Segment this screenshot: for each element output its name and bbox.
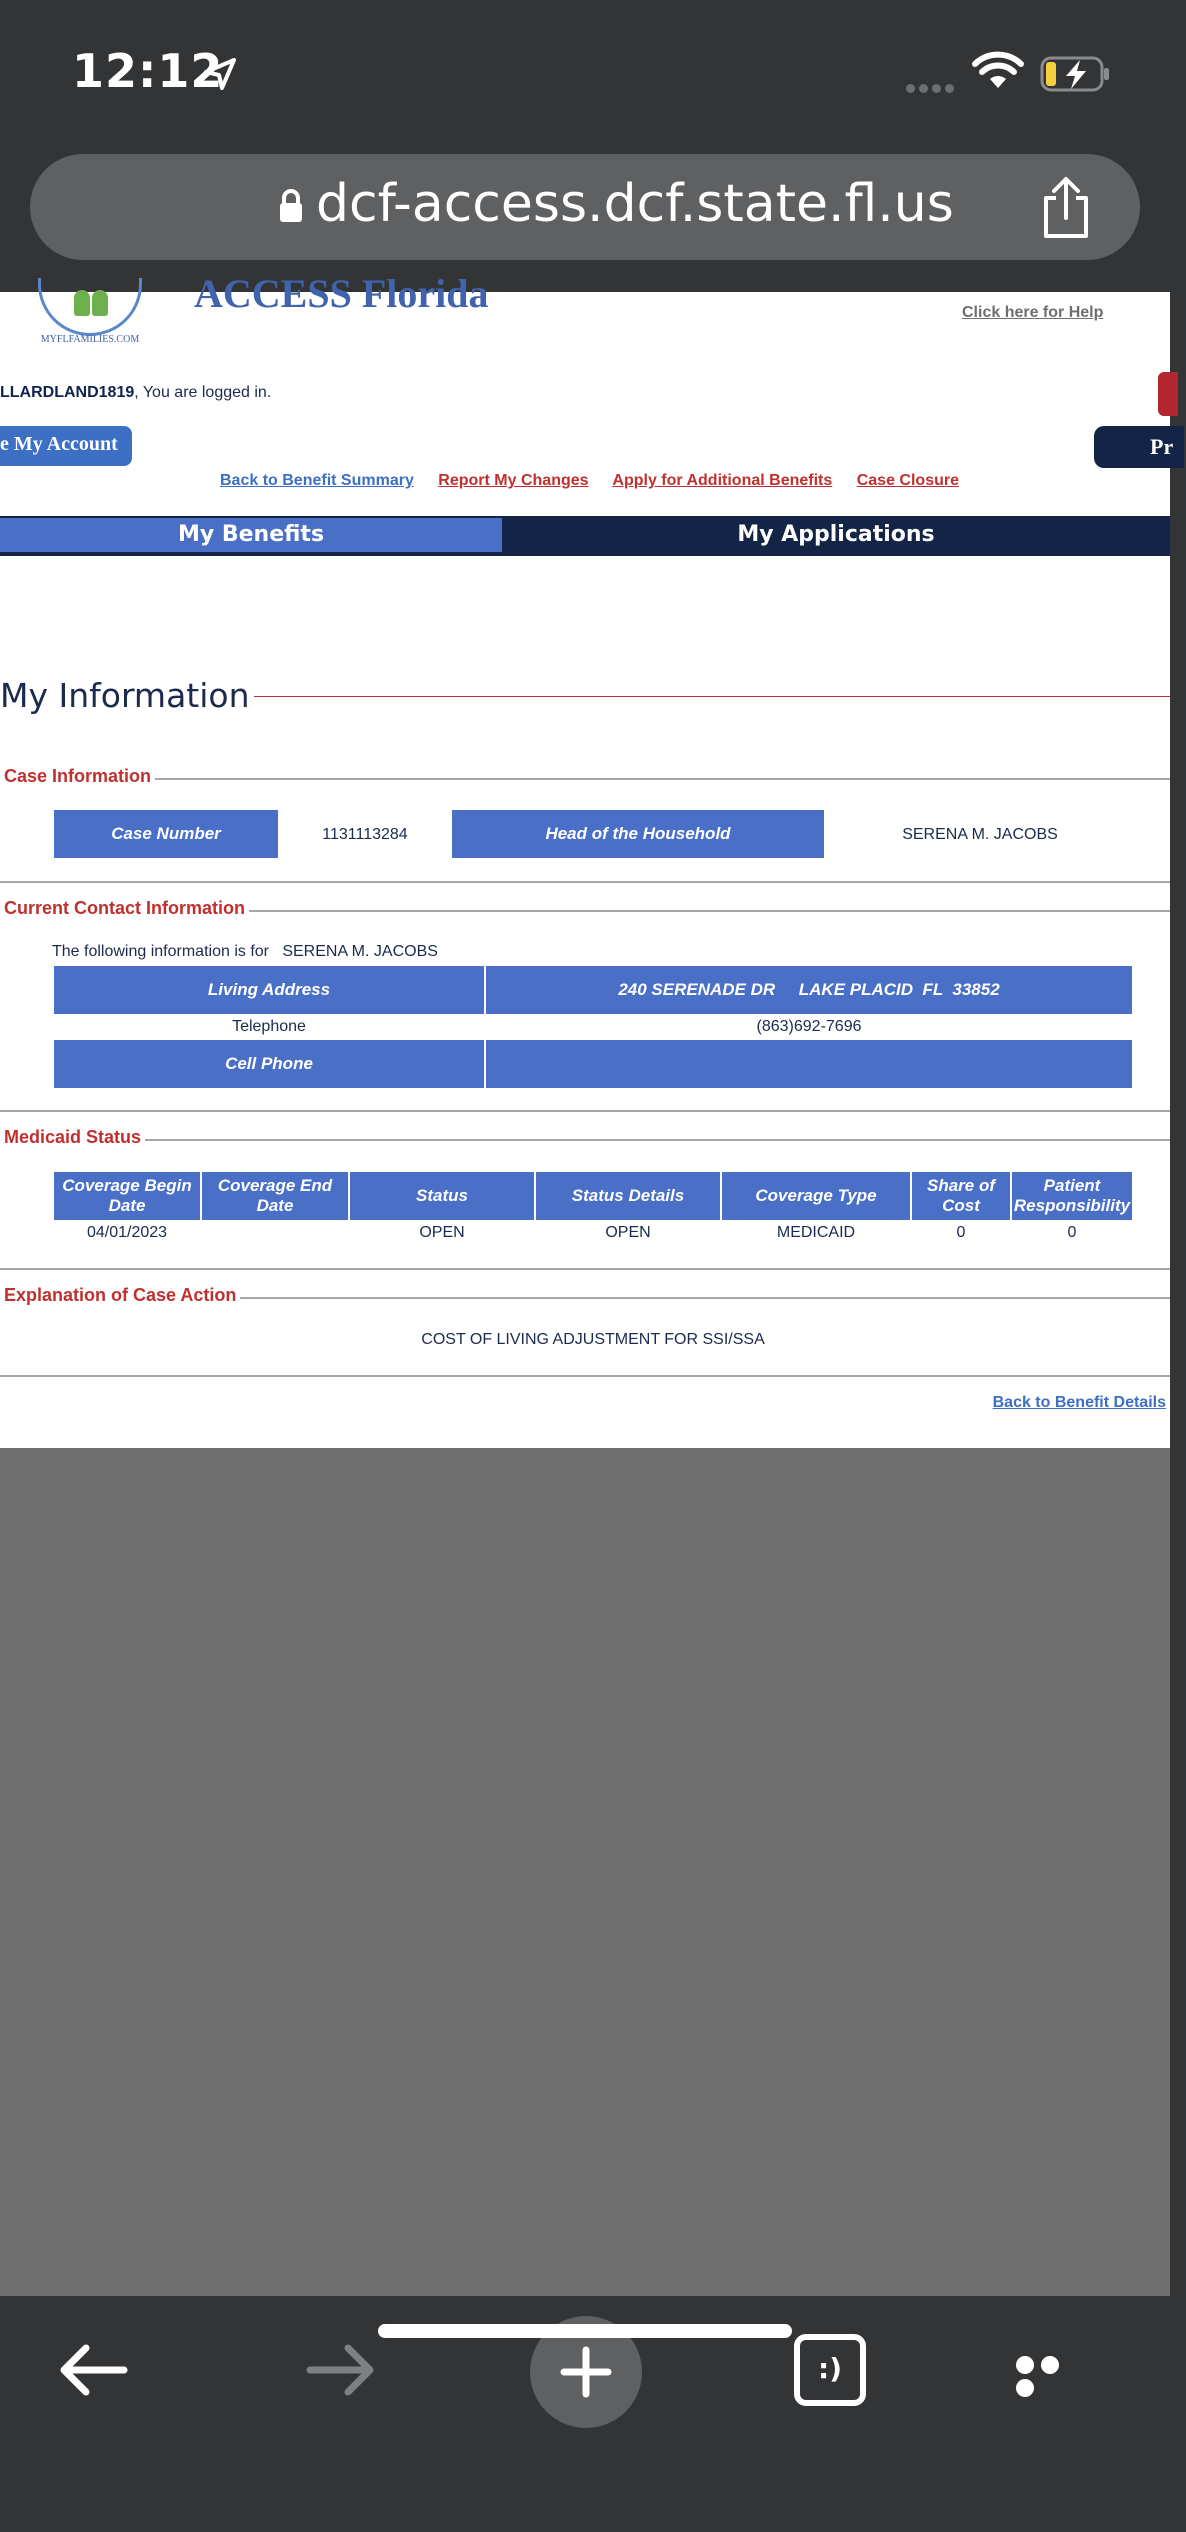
main-tabs bbox=[0, 516, 1170, 556]
cellular-signal-icon bbox=[906, 80, 958, 98]
dcf-logo: MYFLFAMILIES.COM bbox=[30, 278, 150, 358]
tab-my-applications[interactable]: My Applications bbox=[737, 522, 935, 547]
page-title: My Information bbox=[0, 676, 254, 715]
telephone-value: (863)692-7696 bbox=[756, 1018, 862, 1035]
nav-link-case-closure[interactable]: Case Closure bbox=[856, 472, 959, 489]
section-divider bbox=[0, 1375, 1170, 1377]
login-suffix: , You are logged in. bbox=[134, 384, 272, 401]
brand-title: ACCESS Florida bbox=[194, 271, 489, 316]
location-arrow-icon bbox=[200, 54, 240, 94]
web-page bbox=[0, 271, 1174, 1448]
my-account-button[interactable]: e My Account bbox=[0, 426, 132, 466]
title-divider bbox=[230, 696, 1170, 697]
forward-arrow-icon[interactable] bbox=[304, 2340, 376, 2400]
clock-time: 12:12 bbox=[72, 44, 224, 98]
nav-links bbox=[220, 472, 979, 490]
nav-link-report-changes[interactable]: Report My Changes bbox=[438, 472, 589, 489]
col-coverage-end: Coverage End Date bbox=[202, 1172, 348, 1220]
lock-icon bbox=[278, 188, 304, 224]
help-link[interactable]: Click here for Help bbox=[962, 304, 1104, 321]
section-heading-explanation: Explanation of Case Action bbox=[0, 1285, 240, 1306]
coverage-begin-value: 04/01/2023 bbox=[86, 1224, 168, 1241]
url-text[interactable]: dcf-access.dcf.state.fl.us bbox=[316, 174, 954, 234]
cell-phone-value bbox=[486, 1040, 1132, 1088]
col-status: Status bbox=[350, 1172, 534, 1220]
right-nav-button[interactable]: Pr bbox=[1094, 426, 1184, 468]
more-options-icon[interactable] bbox=[1016, 2356, 1090, 2376]
address-bar[interactable] bbox=[30, 154, 1140, 260]
col-patient-responsibility: Patient Responsibility bbox=[1012, 1172, 1132, 1220]
cell-phone-label: Cell Phone bbox=[54, 1040, 484, 1088]
back-to-benefit-details-link[interactable]: Back to Benefit Details bbox=[992, 1394, 1166, 1411]
status-bar bbox=[0, 0, 1170, 150]
red-corner-button[interactable] bbox=[1158, 372, 1178, 416]
tab-my-benefits[interactable]: My Benefits bbox=[0, 518, 502, 552]
patient-responsibility-value: 0 bbox=[1067, 1224, 1077, 1241]
col-coverage-begin: Coverage Begin Date bbox=[54, 1172, 200, 1220]
section-divider bbox=[0, 881, 1170, 883]
section-divider bbox=[0, 1268, 1170, 1270]
status-value: OPEN bbox=[419, 1224, 465, 1241]
section-heading-case-info: Case Information bbox=[0, 766, 155, 787]
section-heading-contact: Current Contact Information bbox=[0, 898, 249, 919]
status-details-value: OPEN bbox=[605, 1224, 651, 1241]
nav-link-benefit-summary[interactable]: Back to Benefit Summary bbox=[220, 472, 414, 489]
empty-page-area bbox=[0, 1448, 1170, 2296]
section-divider bbox=[0, 1139, 1170, 1141]
wifi-icon bbox=[972, 52, 1024, 92]
col-status-details: Status Details bbox=[536, 1172, 720, 1220]
telephone-label: Telephone bbox=[232, 1018, 306, 1035]
explanation-text: COST OF LIVING ADJUSTMENT FOR SSI/SSA bbox=[421, 1331, 765, 1348]
contact-intro: The following information is for SERENA M. JACOBS bbox=[52, 943, 438, 960]
col-share-of-cost: Share of Cost bbox=[912, 1172, 1010, 1220]
coverage-type-value: MEDICAID bbox=[776, 1224, 856, 1241]
login-status bbox=[0, 384, 271, 402]
case-number-label: Case Number bbox=[54, 810, 278, 858]
head-of-household-value: SERENA M. JACOBS bbox=[902, 826, 1058, 843]
living-address-label: Living Address bbox=[54, 966, 484, 1014]
section-heading-medicaid: Medicaid Status bbox=[0, 1127, 145, 1148]
username: LLARDLAND1819 bbox=[0, 384, 135, 401]
battery-charging-icon bbox=[1040, 56, 1112, 92]
tabs-overview-button[interactable]: :) bbox=[794, 2334, 866, 2406]
section-divider bbox=[0, 1110, 1170, 1112]
nav-link-apply-benefits[interactable]: Apply for Additional Benefits bbox=[612, 472, 833, 489]
head-of-household-label: Head of the Household bbox=[452, 810, 824, 858]
col-coverage-type: Coverage Type bbox=[722, 1172, 910, 1220]
plus-icon bbox=[560, 2346, 612, 2398]
share-of-cost-value: 0 bbox=[956, 1224, 966, 1241]
back-arrow-icon[interactable] bbox=[58, 2340, 130, 2400]
share-icon[interactable] bbox=[1036, 176, 1096, 240]
section-divider bbox=[0, 778, 1170, 780]
case-number-value: 1131113284 bbox=[322, 826, 408, 843]
home-indicator bbox=[378, 2324, 792, 2338]
living-address-value: 240 SERENADE DR LAKE PLACID FL 33852 bbox=[486, 966, 1132, 1014]
